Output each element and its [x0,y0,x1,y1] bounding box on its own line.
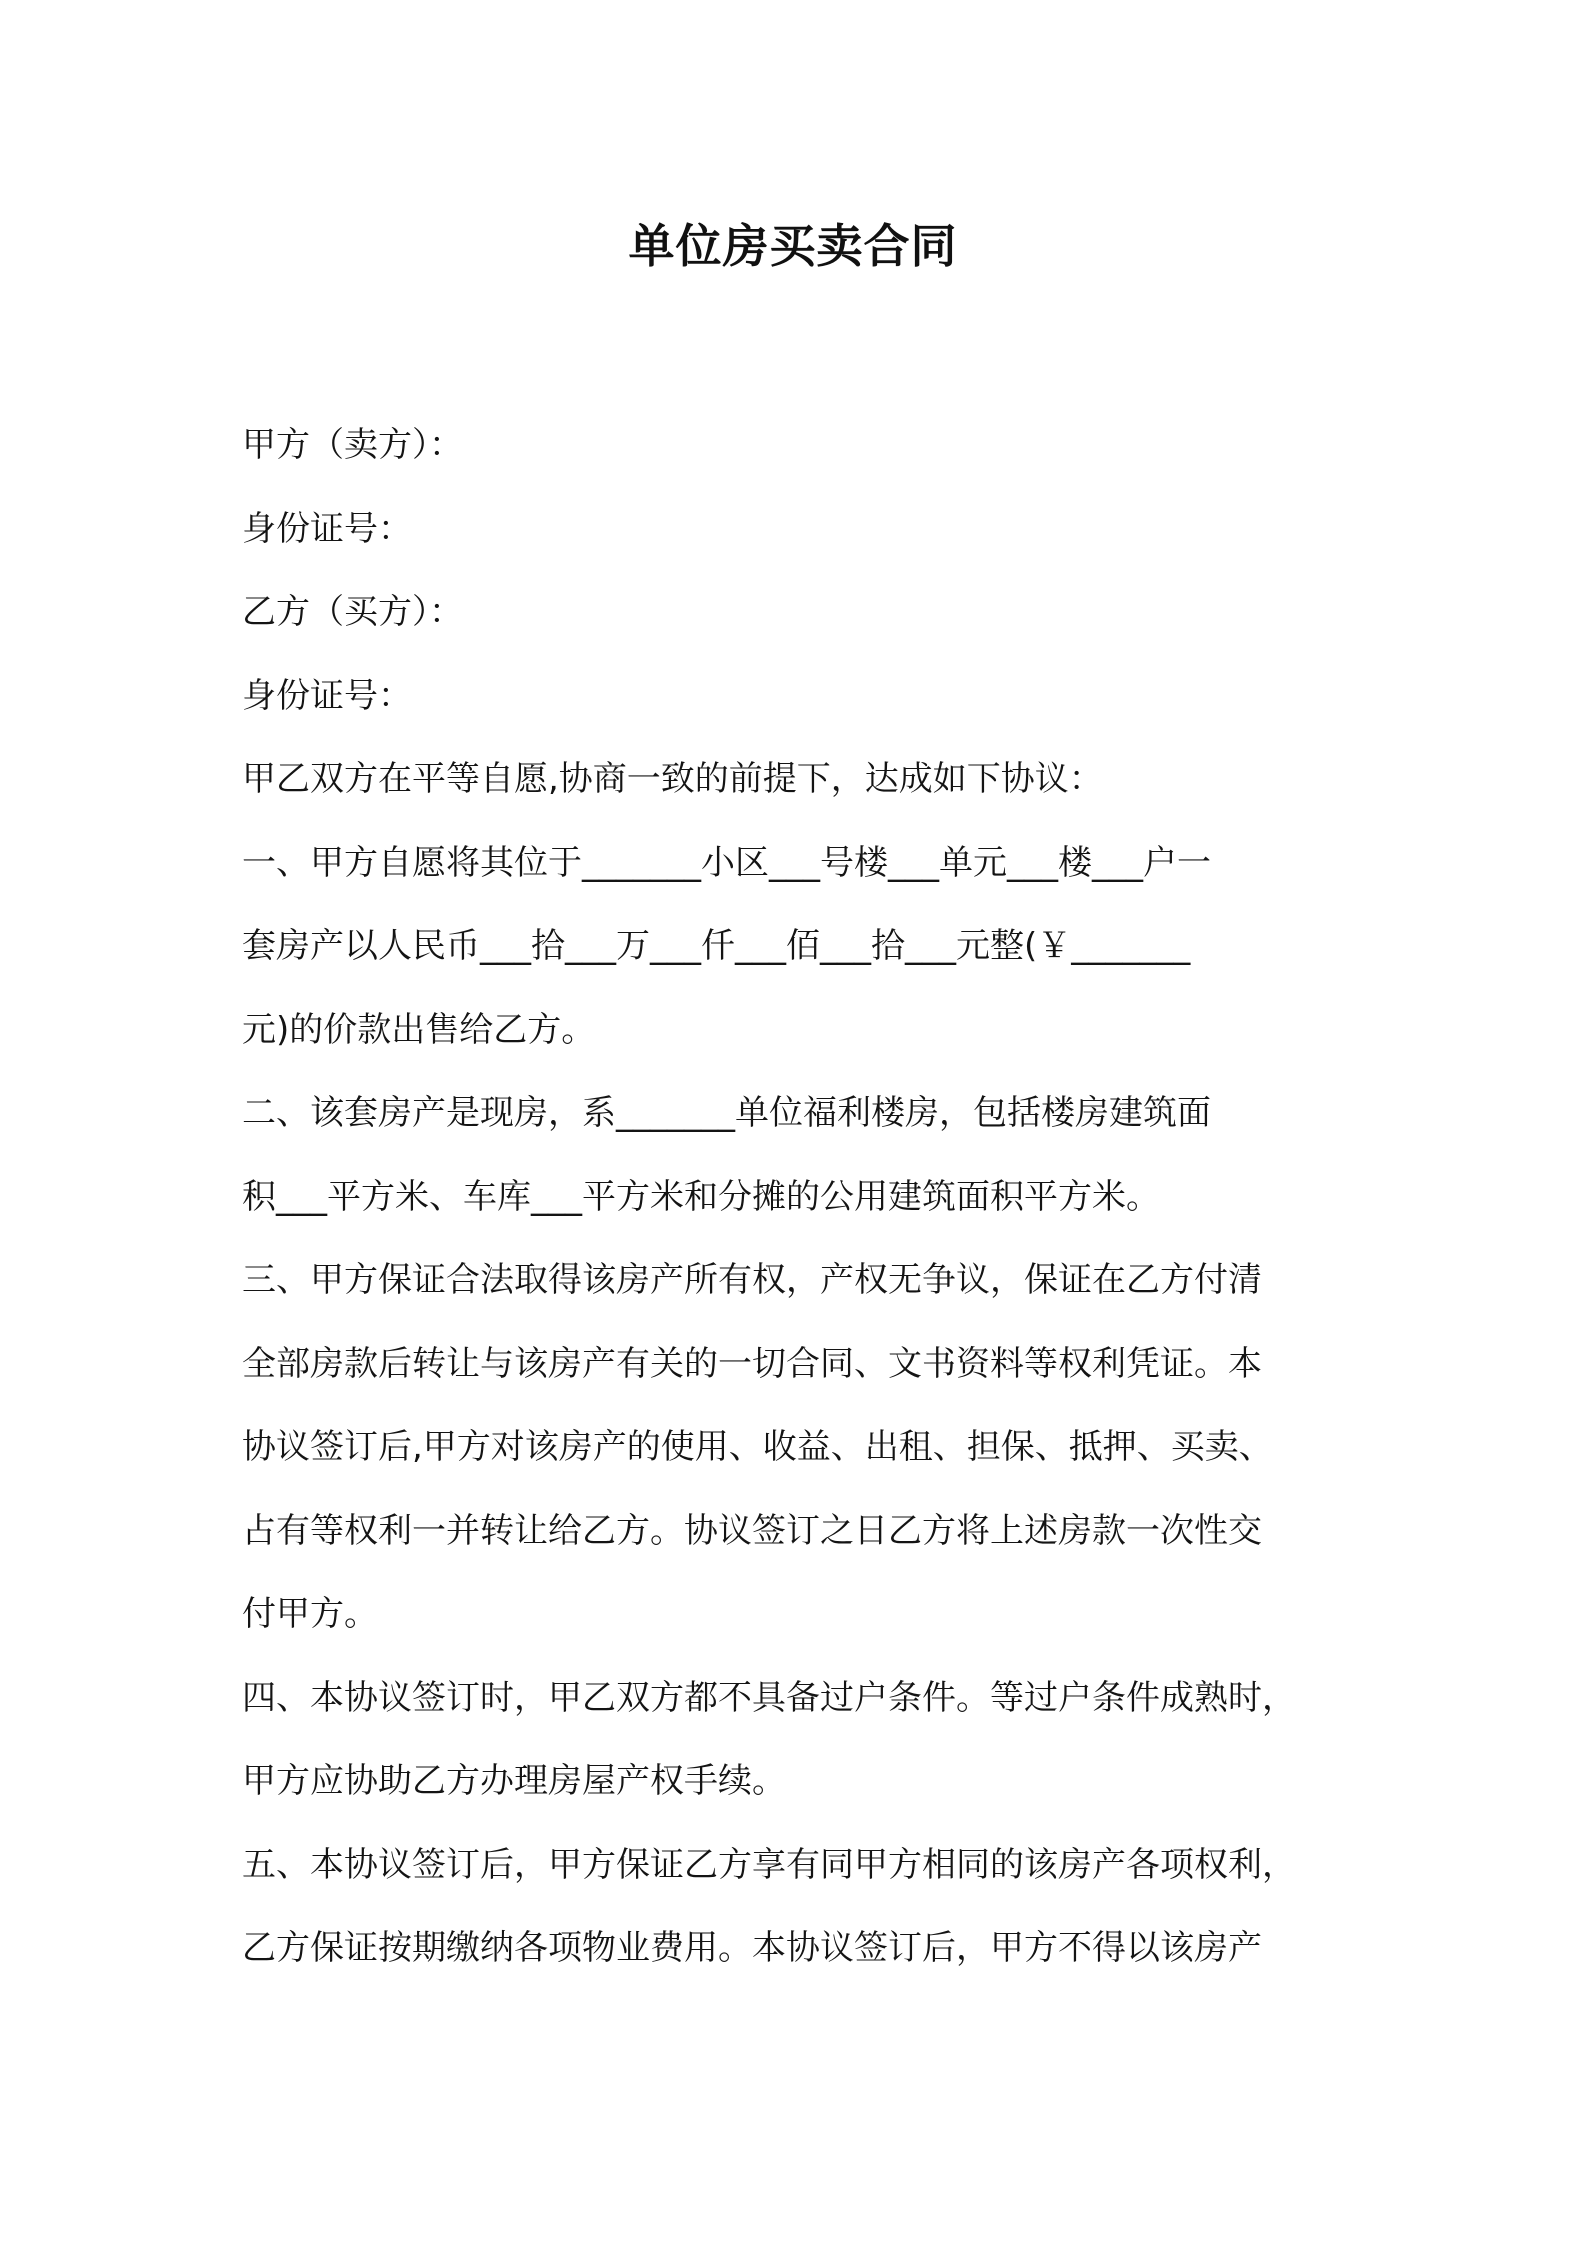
clause-3-line-2: 全部房款后转让与该房产有关的一切合同、文书资料等权利凭证。本 [242,1343,1262,1384]
document-title: 单位房买卖合同 [628,219,958,273]
clause-3-line-5: 付甲方。 [242,1594,378,1634]
clause-3-line-1: 三、甲方保证合法取得该房产所有权，产权无争议，保证在乙方付清 [242,1260,1262,1300]
clause-3-line-4: 占有等权利一并转让给乙方。协议签订之日乙方将上述房款一次性交 [242,1510,1262,1551]
clause-2-line-2: 积___平方米、车库___平方米和分摊的公用建筑面积平方米。 [242,1176,1160,1217]
clause-5-line-2: 乙方保证按期缴纳各项物业费用。本协议签订后，甲方不得以该房产 [242,1928,1262,1968]
clause-4-line-1: 四、本协议签订时，甲乙双方都不具备过户条件。等过户条件成熟时， [242,1677,1296,1718]
buyer-label-line: 乙方（买方）： [242,592,463,632]
clause-5-line-1: 五、本协议签订后，甲方保证乙方享有同甲方相同的该房产各项权利， [242,1844,1296,1885]
seller-label-line: 甲方（卖方）： [242,425,463,465]
seller-id-line: 身份证号： [242,508,412,549]
contract-body [242,404,1362,1991]
clause-2-line-1: 二、该套房产是现房，系_______单位福利楼房，包括楼房建筑面 [242,1093,1211,1133]
clause-1-line-1: 一、甲方自愿将其位于_______小区___号楼___单元___楼___户一 [242,842,1211,883]
clause-4-line-2: 甲方应协助乙方办理房屋产权手续。 [242,1761,786,1801]
clause-1-line-3: 元)的价款出售给乙方。 [242,1009,596,1050]
clause-3-line-3: 协议签订后,甲方对该房产的使用、收益、出租、担保、抵押、买卖、 [242,1427,1273,1467]
buyer-id-line: 身份证号： [242,675,412,716]
preamble-line: 甲乙双方在平等自愿,协商一致的前提下，达成如下协议： [242,759,1103,799]
clause-1-line-2: 套房产以人民币___拾___万___仟___佰___拾___元整(￥_______ [242,926,1191,966]
